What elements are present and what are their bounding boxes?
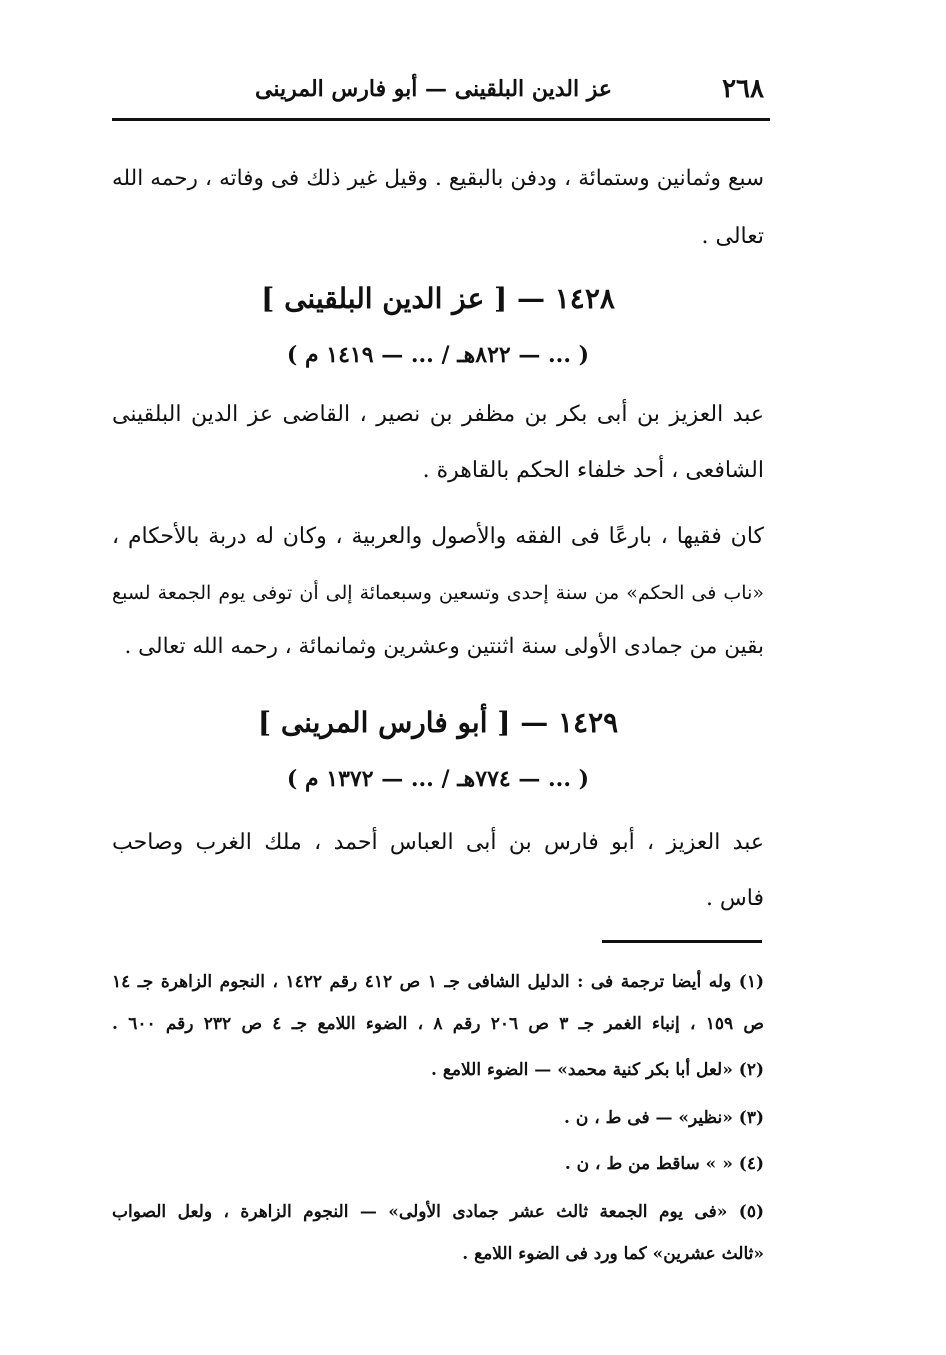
- running-title: عز الدين البلقينى — أبو فارس المرينى: [254, 76, 612, 102]
- entry-title: ١٤٢٩ — [ أبو فارس المرينى ]: [257, 706, 619, 739]
- footnote-line: (٥) «فى يوم الجمعة ثالث عشر جمادى الأولى» — النجوم الزاهرة ، ولعل الصواب: [112, 1202, 764, 1222]
- entry-line: عبد العزيز ، أبو فارس بن أبى العباس أحمد ، ملك الغرب وصاحب: [112, 830, 764, 855]
- entry-line: كان فقيها ، بارعًا فى الفقه والأصول والعربية ، وكان له دربة بالأحكام ،: [112, 524, 764, 549]
- footnote-line: (٣) «نظير» — فى ط ، ن .: [563, 1108, 764, 1128]
- footnote-line: ص ١٥٩ ، إنباء الغمر جـ ٣ ص ٢٠٦ رقم ٨ ، الضوء اللامع جـ ٤ ص ٢٣٢ رقم ٦٠٠ .: [112, 1014, 764, 1034]
- body-line: سبع وثمانين وستمائة ، ودفن بالبقيع . وقيل غير ذلك فى وفاته ، رحمه الله: [112, 166, 764, 191]
- footnote-line: (٤) « » ساقط من ط ، ن .: [564, 1154, 764, 1174]
- entry-dates: ( ... — ٧٧٤هـ / ... — ١٣٧٢ م ): [286, 766, 590, 792]
- entry-line: بقين من جمادى الأولى سنة اثنتين وعشرين وثمانمائة ، رحمه الله تعالى .: [124, 634, 764, 659]
- entry-line: عبد العزيز بن أبى بكر بن مظفر بن نصير ، القاضى عز الدين البلقينى: [112, 402, 764, 427]
- running-header: [112, 70, 764, 114]
- footnote-rule: [602, 940, 762, 943]
- entry-line: «ناب فى الحكم» من سنة إحدى وتسعين وسبعمائة إلى أن توفى يوم الجمعة لسبع: [112, 582, 764, 604]
- body-line: تعالى .: [701, 224, 764, 249]
- page-number: ٢٦٨: [722, 74, 764, 104]
- entry-dates: ( ... — ٨٢٢هـ / ... — ١٤١٩ م ): [286, 342, 590, 368]
- footnote-line: (٢) «لعل أبا بكر كنية محمد» — الضوء اللامع .: [431, 1060, 764, 1080]
- entry-title: ١٤٢٨ — [ عز الدين البلقينى ]: [261, 282, 615, 315]
- footnote-line: «ثالث عشرين» كما ورد فى الضوء اللامع .: [462, 1244, 764, 1264]
- footnote-line: (١) وله أيضا ترجمة فى : الدليل الشافى جـ ١ ص ٤١٢ رقم ١٤٢٢ ، النجوم الزاهرة جـ ١٤: [112, 972, 764, 992]
- header-rule: [112, 118, 770, 121]
- entry-line: فاس .: [705, 886, 764, 911]
- entry-line: الشافعى ، أحد خلفاء الحكم بالقاهرة .: [422, 458, 764, 483]
